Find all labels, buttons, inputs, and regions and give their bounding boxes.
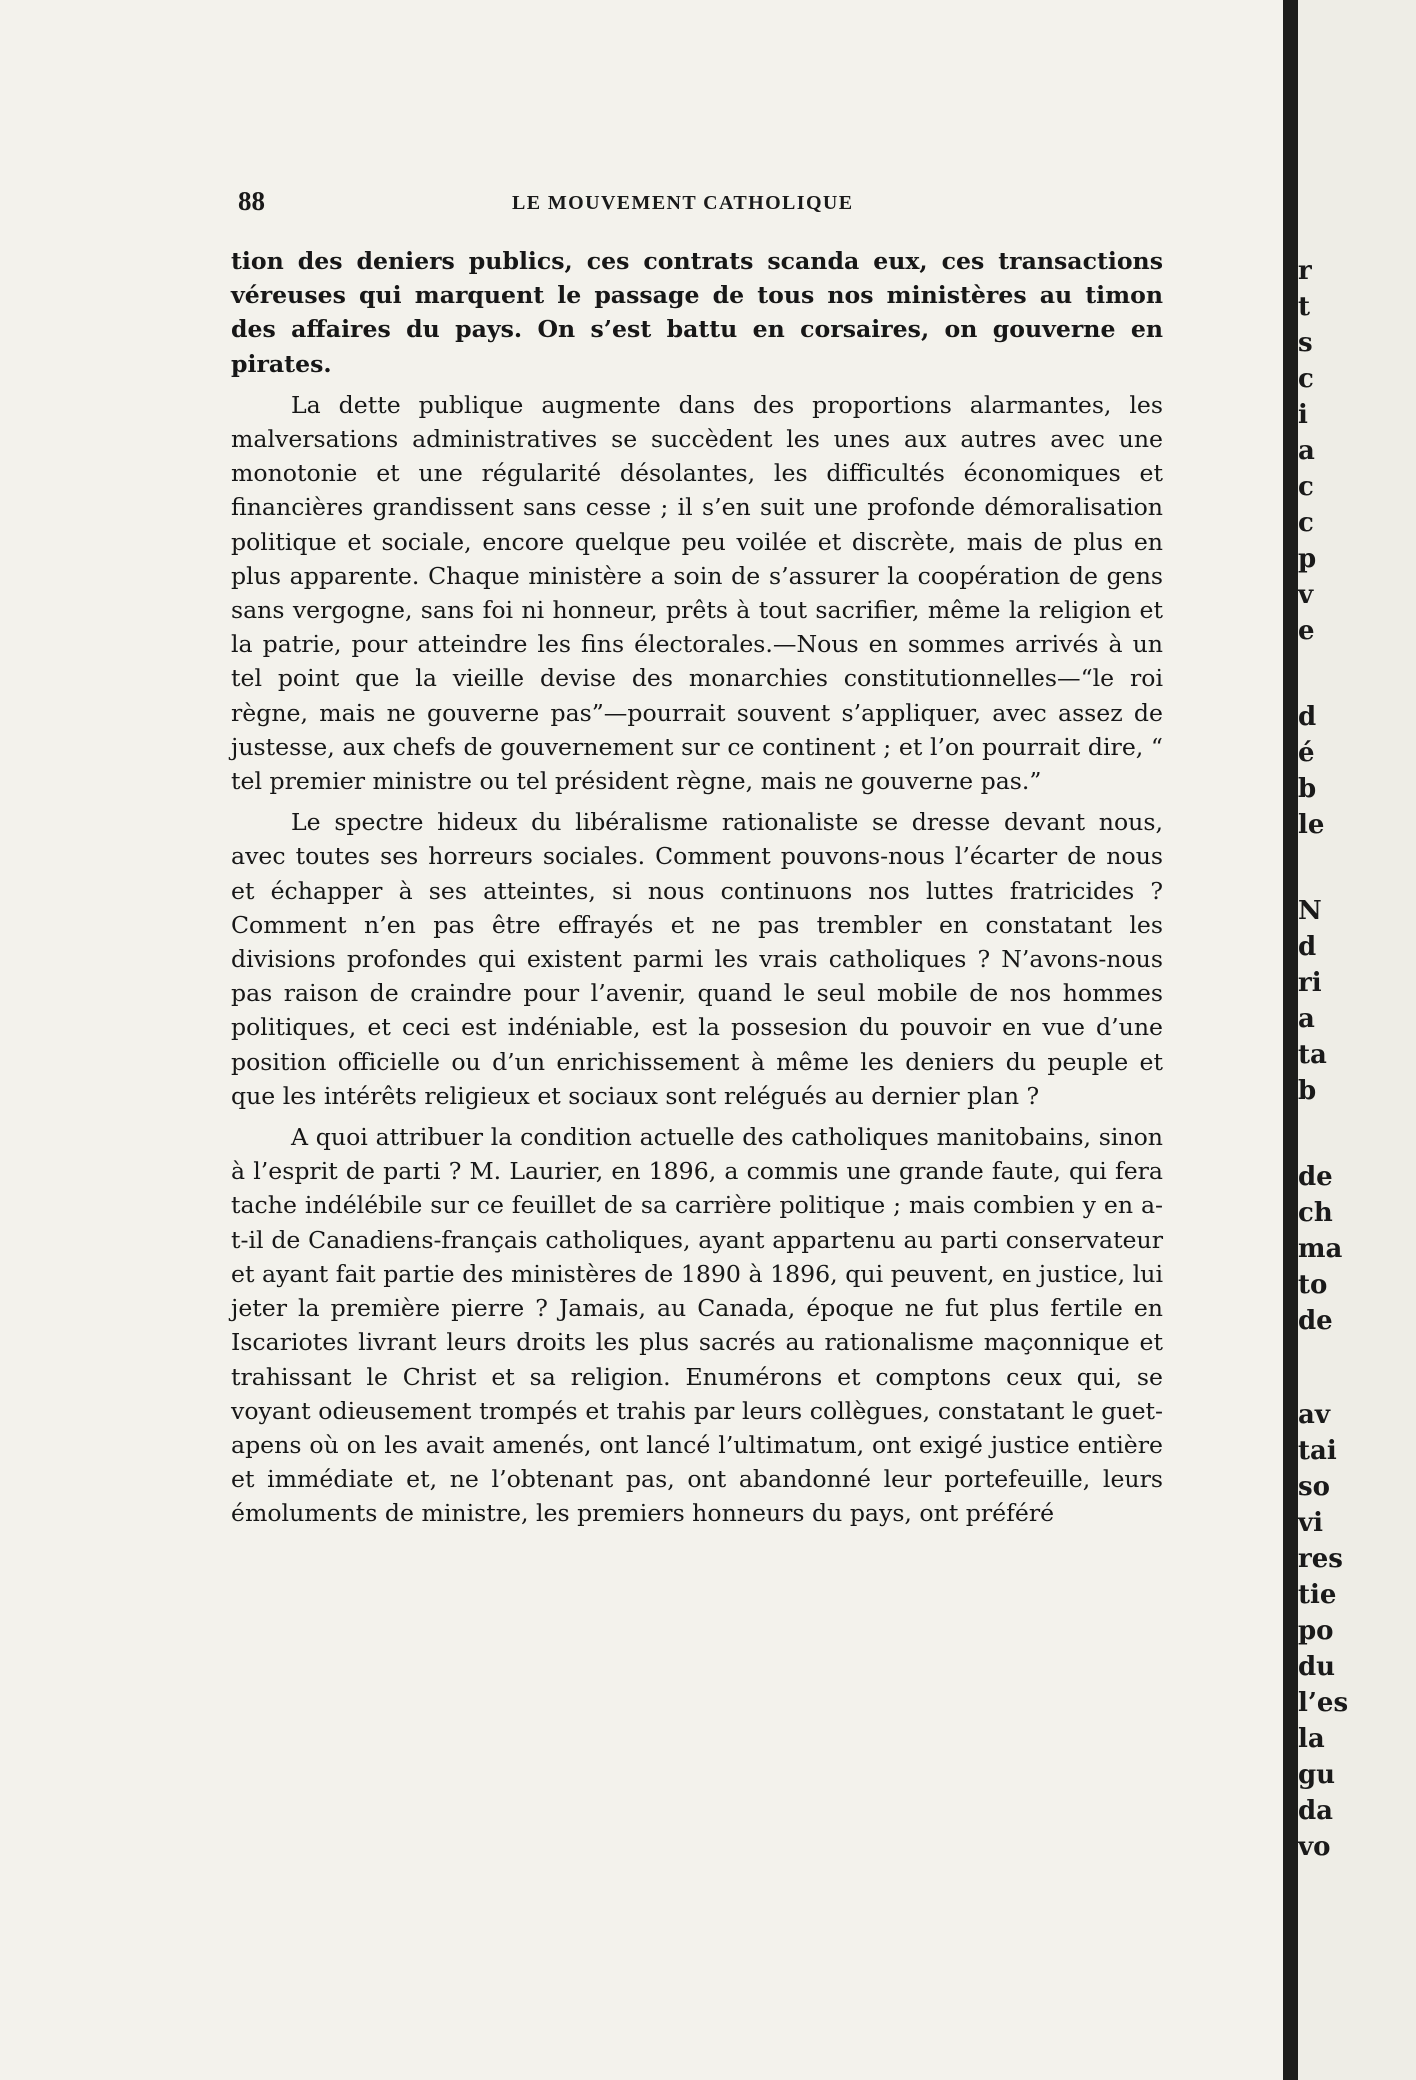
facing-page-fragment: d bbox=[1298, 702, 1317, 732]
facing-page-fragment: b bbox=[1298, 774, 1317, 804]
body-text bbox=[231, 244, 1163, 1531]
facing-page-fragment: res bbox=[1298, 1544, 1343, 1574]
facing-page-fragment: d bbox=[1298, 932, 1317, 962]
facing-page-fragment: vi bbox=[1298, 1508, 1323, 1538]
facing-page-fragment: c bbox=[1298, 364, 1314, 394]
facing-page-fragment: c bbox=[1298, 508, 1314, 538]
facing-page-fragment: ta bbox=[1298, 1040, 1327, 1070]
page-number: 88 bbox=[238, 186, 265, 216]
facing-page-fragment: ma bbox=[1298, 1234, 1343, 1264]
running-title: LE MOUVEMENT CATHOLIQUE bbox=[512, 192, 854, 214]
book-gutter bbox=[1283, 0, 1298, 2080]
facing-page-fragment: a bbox=[1298, 436, 1315, 466]
facing-page-fragment: to bbox=[1298, 1270, 1328, 1300]
facing-page-fragment: i bbox=[1298, 400, 1308, 430]
facing-page-fragment: s bbox=[1298, 328, 1313, 358]
facing-page-fragment: r bbox=[1298, 256, 1312, 286]
facing-page-fragment: l’es bbox=[1298, 1688, 1349, 1718]
facing-page-fragment: av bbox=[1298, 1400, 1330, 1430]
facing-page-fragment: é bbox=[1298, 738, 1315, 768]
facing-page-fragment: vo bbox=[1298, 1832, 1331, 1862]
facing-page-fragment: da bbox=[1298, 1796, 1334, 1826]
facing-page-fragment: t bbox=[1298, 292, 1311, 322]
facing-page-fragment: de bbox=[1298, 1306, 1333, 1336]
facing-page-fragment: so bbox=[1298, 1472, 1330, 1502]
facing-page-fragment: v bbox=[1298, 580, 1314, 610]
facing-page-fragment: de bbox=[1298, 1162, 1333, 1192]
facing-page-fragment: po bbox=[1298, 1616, 1334, 1646]
facing-page-fragment: e bbox=[1298, 616, 1315, 646]
facing-page-fragment: tai bbox=[1298, 1436, 1337, 1466]
paragraph-2: La dette publique augmente dans des proportions alarmantes, les malversations administratives se succèdent les unes aux autres avec une monotonie et une régularité désolantes, les difficultés économiques et financières grandissent sans cesse ; il s’en suit une profonde démoralisation politique et sociale, encore quelque peu voilée et discrète, mais de plus en plus apparente. Chaque ministère a soin de s’assurer la coopération de gens sans vergogne, sans foi ni honneur, prêts à tout sacrifier, même la religion et la patrie, pour atteindre les fins électorales.—Nous en sommes arrivés à un tel point que la vieille devise des monarchies constitutionnelles—“le roi règne, mais ne gouverne pas”—pourrait souvent s’appliquer, avec assez de justesse, aux chefs de gouvernement sur ce continent ; et l’on pourrait dire, “ tel premier ministre ou tel président règne, mais ne gouverne pas.” bbox=[231, 390, 1163, 796]
facing-page-edge bbox=[1298, 0, 1416, 2080]
facing-page-fragment: tie bbox=[1298, 1580, 1337, 1610]
facing-page-fragment: b bbox=[1298, 1076, 1317, 1106]
paragraph-4: A quoi attribuer la condition actuelle des catholiques manitobains, sinon à l’esprit de parti ? M. Laurier, en 1896, a commis une grande faute, qui fera tache indélébile sur ce feuillet de sa carrière politique ; mais combien y en a-t-il de Canadiens-français catholiques, ayant appartenu au parti conservateur et ayant fait partie des ministères de 1890 à 1896, qui peuvent, en justice, lui jeter la première pierre ? Jamais, au Canada, époque ne fut plus fertile en Iscariotes livrant leurs droits les plus sacrés au rationalisme maçonnique et trahissant le Christ et sa religion. Enumérons et comptons ceux qui, se voyant odieusement trompés et trahis par leurs collègues, constatant le guet-apens où on les avait amenés, ont lancé l’ultimatum, ont exigé justice entière et immédiate et, ne l’obtenant pas, ont abandonné leur portefeuille, leurs émoluments de ministre, les premiers honneurs du pays, ont préféré bbox=[231, 1123, 1163, 1528]
paragraph-3: Le spectre hideux du libéralisme rationaliste se dresse devant nous, avec toutes ses horreurs sociales. Comment pouvons-nous l’écarter de nous et échapper à ses atteintes, si nous continuons nos luttes fratricides ? Comment n’en pas être effrayés et ne pas trembler en constatant les divisions profondes qui existent parmi les vrais catholiques ? N’avons-nous pas raison de craindre pour l’avenir, quand le seul mobile de nos hommes politiques, et ceci est indéniable, est la possesion du pouvoir en vue d’une position officielle ou d’un enrichissement à même les deniers du peuple et que les intérêts religieux et sociaux sont relégués au dernier plan ? bbox=[231, 808, 1163, 1110]
facing-page-fragment: ch bbox=[1298, 1198, 1333, 1228]
facing-page-fragment: la bbox=[1298, 1724, 1325, 1754]
facing-page-fragment: gu bbox=[1298, 1760, 1336, 1790]
facing-page-fragment: du bbox=[1298, 1652, 1336, 1682]
facing-page-fragment: le bbox=[1298, 810, 1325, 840]
facing-page-fragment: N bbox=[1298, 896, 1322, 926]
facing-page-fragment: a bbox=[1298, 1004, 1315, 1034]
facing-page-fragment: p bbox=[1298, 544, 1317, 574]
facing-page-fragment: ri bbox=[1298, 968, 1322, 998]
paragraph-1: tion des deniers publics, ces contrats scanda eux, ces transactions véreuses qui marquent le passage de tous nos ministères au timon des affaires du pays. On s’est battu en corsaires, on gouverne en pirates. bbox=[231, 247, 1163, 378]
facing-page-fragment: c bbox=[1298, 472, 1314, 502]
